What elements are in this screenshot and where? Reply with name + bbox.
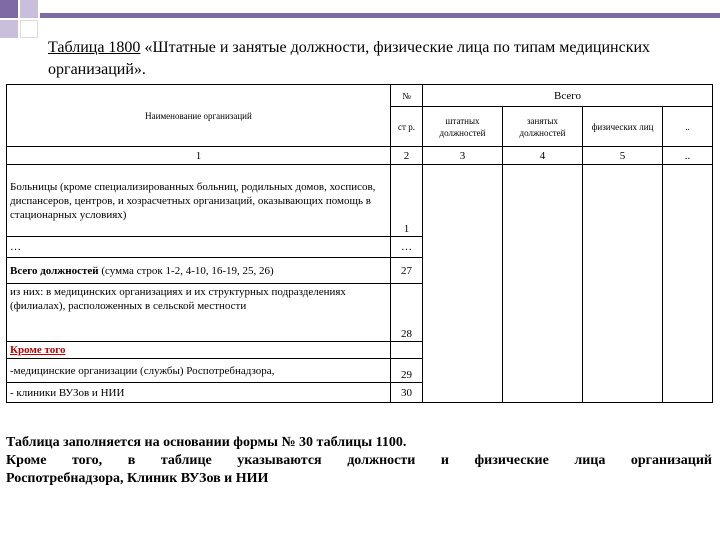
colnum-1: 1 <box>7 147 391 165</box>
row-num: 28 <box>391 284 423 342</box>
cell-staff <box>423 165 503 403</box>
header-extra: .. <box>663 107 713 147</box>
footnote <box>6 434 712 488</box>
row-num: … <box>391 237 423 258</box>
row-name <box>7 342 391 359</box>
row-name-rest: (сумма строк 1-2, 4-10, 16-19, 25, 26) <box>98 264 274 277</box>
row-name: -медицинские организации (службы) Роспотребнадзора, <box>7 359 391 383</box>
footnote-line-1: Таблица заполняется на основании формы № 30 таблицы 1100. <box>6 435 407 450</box>
data-table <box>6 84 713 403</box>
page-title <box>48 37 713 81</box>
row-name: - клиники ВУЗов и НИИ <box>7 383 391 403</box>
row-num: 30 <box>391 383 423 403</box>
header-num-sub: ст р. <box>391 107 423 147</box>
header-staff: штатных должностей <box>423 107 503 147</box>
footnote-line-2: Кроме того, в таблице указываются должности и физические лица организаций <box>6 453 712 468</box>
header-total: Всего <box>423 85 713 107</box>
row-name-red: Кроме того <box>10 344 66 356</box>
header-persons: физических лиц <box>583 107 663 147</box>
row-name: … <box>7 237 391 258</box>
colnum-4: 4 <box>503 147 583 165</box>
cell-extra <box>663 165 713 403</box>
colnum-3: 3 <box>423 147 503 165</box>
row-num <box>391 342 423 359</box>
table-number: Таблица 1800 <box>48 39 141 56</box>
cell-occupied <box>503 165 583 403</box>
row-num: 29 <box>391 359 423 383</box>
cell-persons <box>583 165 663 403</box>
header-occupied: занятых должностей <box>503 107 583 147</box>
header-num: № <box>391 85 423 107</box>
row-name-bold: Всего должностей <box>10 264 99 277</box>
table-caption: «Штатные и занятые должности, физические лица по типам медицинских организаций». <box>48 39 651 78</box>
row-num: 27 <box>391 258 423 284</box>
header-name: Наименование организаций <box>7 85 391 147</box>
row-num: 1 <box>391 165 423 237</box>
row-name: Больницы (кроме специализированных больниц, родильных домов, хосписов, диспансеров, центров, и хозрасчетных организаций, оказывающих помощь в стационарных условиях) <box>7 165 391 237</box>
footnote-line-3: Роспотребнадзора, Клиник ВУЗов и НИИ <box>6 471 269 486</box>
row-name <box>7 258 391 284</box>
title-rule <box>40 13 720 18</box>
row-name: из них: в медицинских организациях и их структурных подразделениях (филиалах), расположенных в сельской местности <box>7 284 391 342</box>
colnum-2: 2 <box>391 147 423 165</box>
colnum-5: 5 <box>583 147 663 165</box>
colnum-6: .. <box>663 147 713 165</box>
